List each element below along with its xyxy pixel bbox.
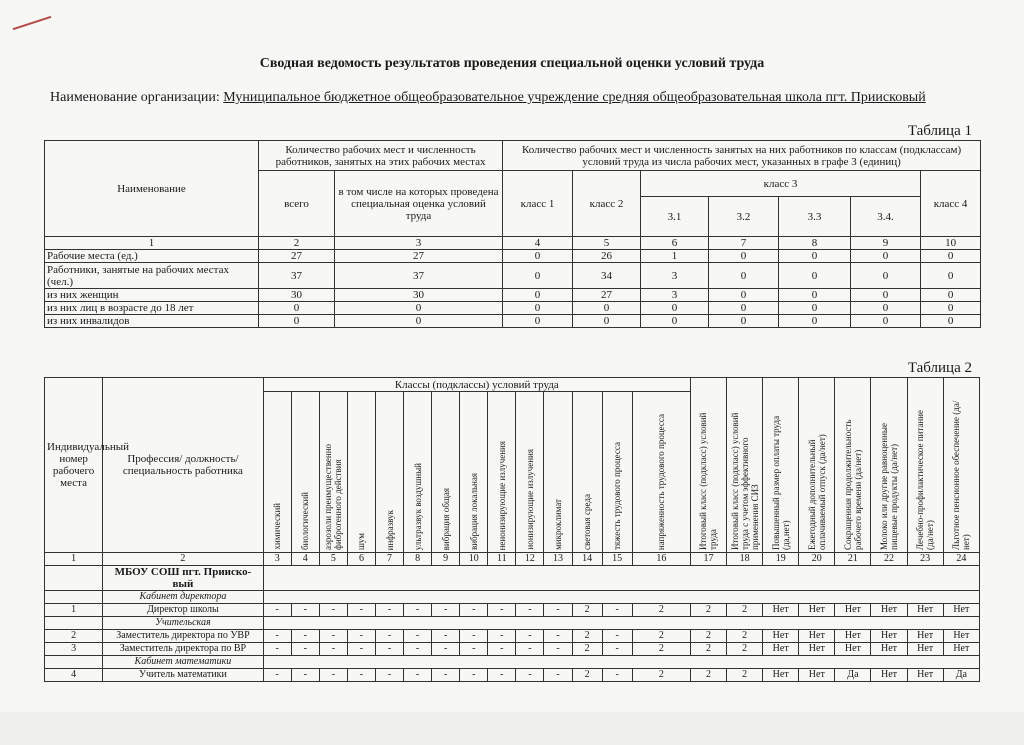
cell-value: 0 [709, 302, 779, 315]
cell-value: - [488, 630, 516, 643]
cell-value: Нет [907, 643, 943, 656]
cell-value: 3 [641, 289, 709, 302]
cell-value: - [375, 643, 403, 656]
cell-value: - [319, 669, 347, 682]
cell-value: 30 [335, 289, 503, 302]
cell-value: Нет [943, 643, 979, 656]
cell-value: - [460, 643, 488, 656]
header-vertical-text: вибрация общая [440, 487, 451, 550]
column-number: 10 [921, 237, 981, 250]
cell-value: - [347, 604, 375, 617]
section-name: Учительская [103, 617, 264, 630]
column-number: 4 [291, 553, 319, 566]
cell-value: Нет [907, 604, 943, 617]
cell-value: Нет [799, 643, 835, 656]
workplace-number: 4 [45, 669, 103, 682]
cell-value: - [460, 630, 488, 643]
cell-value: 27 [259, 250, 335, 263]
header-vertical [727, 378, 763, 553]
cell-value: 0 [503, 263, 573, 289]
header-vertical-text: Сокращенная продолжительность рабочего времени (да/нет) [842, 419, 863, 550]
table1-caption: Таблица 1 [907, 123, 972, 139]
cell-value: Нет [799, 669, 835, 682]
section-row [45, 591, 980, 604]
cell-value: 0 [641, 302, 709, 315]
header-workplace-number: Индивидуальный номер рабочего места [45, 378, 103, 553]
organization-row: МБОУ СОШ пгт. Прииско-вый [103, 566, 264, 591]
cell-value: - [602, 604, 632, 617]
cell-value: Нет [835, 643, 871, 656]
cell-value: - [375, 630, 403, 643]
cell-value: Нет [799, 604, 835, 617]
cell-value: - [544, 604, 572, 617]
cell-value: - [460, 669, 488, 682]
header-vertical [572, 392, 602, 553]
column-number: 20 [799, 553, 835, 566]
header-vertical [799, 378, 835, 553]
cell-value: - [432, 630, 460, 643]
header-vertical [291, 392, 319, 553]
cell-value: 37 [335, 263, 503, 289]
cell-value: - [291, 643, 319, 656]
cell-value: 0 [503, 302, 573, 315]
cell-value: 30 [259, 289, 335, 302]
cell-value: - [291, 604, 319, 617]
cell-value: 0 [503, 250, 573, 263]
header-vertical [432, 392, 460, 553]
header-vertical-text: химический [272, 503, 283, 550]
column-number: 24 [943, 553, 979, 566]
table-row [45, 263, 981, 289]
cell-value: Нет [907, 630, 943, 643]
cell-value: - [602, 630, 632, 643]
column-number: 2 [259, 237, 335, 250]
row-label: из них инвалидов [45, 315, 259, 328]
cell-value: - [263, 604, 291, 617]
cell-value: 2 [572, 604, 602, 617]
cell-value: 2 [727, 604, 763, 617]
column-number: 10 [460, 553, 488, 566]
header-class3-3: 3.3 [779, 197, 851, 237]
profession-name: Заместитель директора по ВР [103, 643, 264, 656]
table2-caption: Таблица 2 [907, 360, 972, 376]
empty-cell [45, 617, 103, 630]
cell-value: - [488, 604, 516, 617]
cell-value: Нет [943, 604, 979, 617]
header-vertical-text: ионизирующие излучения [524, 449, 535, 550]
header-vertical [404, 392, 432, 553]
row-label: из них женщин [45, 289, 259, 302]
header-class3-2: 3.2 [709, 197, 779, 237]
column-number: 1 [45, 553, 103, 566]
header-vertical [907, 378, 943, 553]
empty-cell [263, 656, 979, 669]
cell-value: 2 [632, 643, 690, 656]
section-name: Кабинет директора [103, 591, 264, 604]
cell-value: - [432, 669, 460, 682]
cell-value: 0 [851, 250, 921, 263]
column-number: 5 [319, 553, 347, 566]
column-number: 12 [516, 553, 544, 566]
organization-line [50, 90, 970, 106]
header-workplaces: Количество рабочих мест и численность работников, занятых на этих рабочих местах [259, 141, 503, 171]
cell-value: - [347, 630, 375, 643]
column-number: 21 [835, 553, 871, 566]
cell-value: Нет [907, 669, 943, 682]
column-number: 4 [503, 237, 573, 250]
column-number: 3 [335, 237, 503, 250]
header-vertical [488, 392, 516, 553]
workplace-number: 3 [45, 643, 103, 656]
section-row [45, 656, 980, 669]
cell-value: 0 [503, 315, 573, 328]
header-classes: Количество рабочих мест и численность занятых на них работников по классам (подклассам) условий труда из числа рабочих мест, указанных в графе 3 (единиц) [503, 141, 981, 171]
header-vertical [632, 392, 690, 553]
cell-value: 1 [641, 250, 709, 263]
header-condition-classes: Классы (подклассы) условий труда [263, 378, 690, 392]
column-number: 6 [347, 553, 375, 566]
header-vertical [347, 392, 375, 553]
cell-value: - [432, 604, 460, 617]
workplace-number: 1 [45, 604, 103, 617]
cell-value: - [544, 669, 572, 682]
cell-value: - [516, 630, 544, 643]
header-vertical-text: световая среда [582, 494, 593, 550]
column-number: 13 [544, 553, 572, 566]
cell-value: Нет [763, 643, 799, 656]
header-class4: класс 4 [921, 171, 981, 237]
table-row [45, 643, 980, 656]
cell-value: - [263, 643, 291, 656]
cell-value: Нет [799, 630, 835, 643]
header-vertical-text: тяжесть трудового процесса [612, 442, 623, 550]
cell-value: - [404, 643, 432, 656]
row-label: Работники, занятые на рабочих местах (чел.) [45, 263, 259, 289]
column-number: 15 [602, 553, 632, 566]
cell-value: - [488, 643, 516, 656]
header-vertical-text: Повышенный размер оплаты труда (да,нет) [770, 415, 791, 550]
cell-value: 2 [632, 630, 690, 643]
header-vertical [460, 392, 488, 553]
header-vertical-text: напряженность трудового процесса [656, 413, 667, 550]
header-total: всего [259, 171, 335, 237]
cell-value: Нет [763, 630, 799, 643]
header-class1: класс 1 [503, 171, 573, 237]
cell-value: - [488, 669, 516, 682]
empty-cell [45, 591, 103, 604]
cell-value: 2 [727, 630, 763, 643]
organization-name: Муниципальное бюджетное общеобразовательное учреждение средняя общеобразовательная школа пгт. Приисковый [223, 90, 926, 105]
table-row [45, 315, 981, 328]
column-number: 14 [572, 553, 602, 566]
cell-value: 0 [921, 289, 981, 302]
cell-value: - [347, 643, 375, 656]
cell-value: 2 [690, 669, 726, 682]
header-vertical [763, 378, 799, 553]
column-number: 7 [709, 237, 779, 250]
cell-value: Нет [835, 604, 871, 617]
header-vertical-text: инфразвук [384, 509, 395, 550]
column-number: 1 [45, 237, 259, 250]
cell-value: - [291, 669, 319, 682]
document-title: Сводная ведомость результатов проведения специальной оценки условий труда [259, 56, 765, 71]
cell-value: 0 [921, 250, 981, 263]
column-number: 17 [690, 553, 726, 566]
header-vertical [835, 378, 871, 553]
column-number: 9 [432, 553, 460, 566]
cell-value: 37 [259, 263, 335, 289]
cell-value: - [544, 630, 572, 643]
summary-table [44, 140, 981, 328]
section-name: Кабинет математики [103, 656, 264, 669]
cell-value: Да [943, 669, 979, 682]
empty-cell [45, 656, 103, 669]
cell-value: - [516, 604, 544, 617]
pen-mark [13, 16, 52, 30]
profession-name: Директор школы [103, 604, 264, 617]
header-vertical-text: Ежегодный дополнительный оплачиваемый отпуск (да/нет) [806, 434, 827, 550]
cell-value: 34 [573, 263, 641, 289]
cell-value: 2 [632, 669, 690, 682]
cell-value: 27 [335, 250, 503, 263]
cell-value: 0 [779, 302, 851, 315]
table-row [45, 289, 981, 302]
header-vertical [319, 392, 347, 553]
cell-value: - [319, 630, 347, 643]
cell-value: - [404, 604, 432, 617]
header-vertical-text: неионизирующие излучения [496, 440, 507, 550]
header-assessed: в том числе на которых проведена специальная оценка условий труда [335, 171, 503, 237]
cell-value: Нет [871, 630, 907, 643]
cell-value: - [602, 643, 632, 656]
cell-value: - [319, 643, 347, 656]
cell-value: 0 [851, 289, 921, 302]
cell-value: 0 [709, 250, 779, 263]
cell-value: 0 [709, 315, 779, 328]
cell-value: 2 [572, 643, 602, 656]
cell-value: 2 [572, 669, 602, 682]
cell-value: 2 [572, 630, 602, 643]
header-vertical-text: Итоговый класс (подкласс) условий труда [698, 412, 719, 550]
column-number: 8 [404, 553, 432, 566]
header-vertical-text: шум [356, 532, 367, 550]
column-number: 16 [632, 553, 690, 566]
profession-name: Учитель математики [103, 669, 264, 682]
table-row [45, 630, 980, 643]
cell-value: 26 [573, 250, 641, 263]
cell-value: - [404, 669, 432, 682]
column-number: 19 [763, 553, 799, 566]
section-row [45, 617, 980, 630]
workplace-table [44, 377, 980, 682]
header-vertical [943, 378, 979, 553]
table-row [45, 604, 980, 617]
header-vertical-text: Лечебно-профилактическое питание (да/нет) [915, 410, 936, 550]
cell-value: 0 [779, 263, 851, 289]
column-number: 23 [907, 553, 943, 566]
header-class3-1: 3.1 [641, 197, 709, 237]
cell-value: - [347, 669, 375, 682]
header-vertical-text: биологический [300, 491, 311, 550]
cell-value: 3 [641, 263, 709, 289]
column-number: 3 [263, 553, 291, 566]
cell-value: Нет [763, 669, 799, 682]
cell-value: 0 [573, 315, 641, 328]
header-vertical [602, 392, 632, 553]
header-class3-4: 3.4. [851, 197, 921, 237]
cell-value: - [263, 630, 291, 643]
cell-value: 0 [709, 289, 779, 302]
cell-value: - [404, 630, 432, 643]
column-number: 18 [727, 553, 763, 566]
organization-label: Наименование организации: [50, 90, 220, 105]
cell-value: 0 [573, 302, 641, 315]
header-vertical-text: вибрация локальная [468, 472, 479, 550]
cell-value: 2 [690, 604, 726, 617]
header-vertical-text: Итоговый класс (подкласс) условий труда с учетом эффективного применения СИЗ [729, 412, 760, 550]
cell-value: Нет [871, 604, 907, 617]
cell-value: Нет [943, 630, 979, 643]
cell-value: 0 [779, 289, 851, 302]
cell-value: 0 [779, 250, 851, 263]
cell-value: - [375, 604, 403, 617]
cell-value: - [602, 669, 632, 682]
cell-value: Нет [835, 630, 871, 643]
workplace-number: 2 [45, 630, 103, 643]
cell-value: 0 [641, 315, 709, 328]
cell-value: - [516, 643, 544, 656]
empty-cell [263, 617, 979, 630]
header-vertical [263, 392, 291, 553]
column-number: 5 [573, 237, 641, 250]
header-vertical [516, 392, 544, 553]
cell-value: Нет [871, 643, 907, 656]
cell-value: 2 [632, 604, 690, 617]
cell-value: 2 [727, 669, 763, 682]
cell-value: 0 [335, 315, 503, 328]
cell-value: 27 [573, 289, 641, 302]
column-number: 22 [871, 553, 907, 566]
cell-value: Нет [763, 604, 799, 617]
header-vertical-text: ультразвук воздушный [412, 462, 423, 550]
cell-value: - [375, 669, 403, 682]
cell-value: - [319, 604, 347, 617]
column-number: 6 [641, 237, 709, 250]
cell-value: 0 [921, 302, 981, 315]
row-label: Рабочие места (ед.) [45, 250, 259, 263]
cell-value: Нет [871, 669, 907, 682]
cell-value: - [432, 643, 460, 656]
cell-value: - [291, 630, 319, 643]
header-class3: класс 3 [641, 171, 921, 197]
header-vertical [375, 392, 403, 553]
cell-value: 0 [851, 263, 921, 289]
header-class2: класс 2 [573, 171, 641, 237]
cell-value: 0 [503, 289, 573, 302]
page-edge [0, 712, 1024, 745]
header-name: Наименование [45, 141, 259, 237]
cell-value: 0 [259, 315, 335, 328]
cell-value: 0 [851, 302, 921, 315]
header-vertical-text: аэрозоли преимущественно фиброгенного действия [323, 443, 344, 550]
empty-cell [263, 591, 979, 604]
cell-value: 0 [851, 315, 921, 328]
cell-value: 0 [779, 315, 851, 328]
table-row [45, 250, 981, 263]
cell-value: - [263, 669, 291, 682]
column-number: 8 [779, 237, 851, 250]
header-vertical-text: Льготное пенсионное обеспечение (да/нет) [951, 400, 972, 550]
column-number: 7 [375, 553, 403, 566]
header-profession: Профессия/ должность/ специальность работника [103, 378, 264, 553]
table-row [45, 302, 981, 315]
cell-value: 2 [690, 630, 726, 643]
cell-value: - [516, 669, 544, 682]
header-vertical-text: микроклимат [552, 499, 563, 550]
cell-value: 0 [921, 315, 981, 328]
table-row [45, 669, 980, 682]
profession-name: Заместитель директора по УВР [103, 630, 264, 643]
cell-value: 2 [690, 643, 726, 656]
cell-value: 0 [335, 302, 503, 315]
cell-value: Да [835, 669, 871, 682]
header-vertical-text: Молоко или другие равноценные пищевые продукты (да/нет) [879, 423, 900, 550]
cell-value: - [460, 604, 488, 617]
cell-value: - [544, 643, 572, 656]
header-vertical [544, 392, 572, 553]
cell-value: 0 [709, 263, 779, 289]
cell-value: 0 [921, 263, 981, 289]
column-number: 9 [851, 237, 921, 250]
header-vertical [871, 378, 907, 553]
cell-value: 2 [727, 643, 763, 656]
column-number: 11 [488, 553, 516, 566]
cell-value: 0 [259, 302, 335, 315]
column-number: 2 [103, 553, 264, 566]
header-vertical [690, 378, 726, 553]
row-label: из них лиц в возрасте до 18 лет [45, 302, 259, 315]
